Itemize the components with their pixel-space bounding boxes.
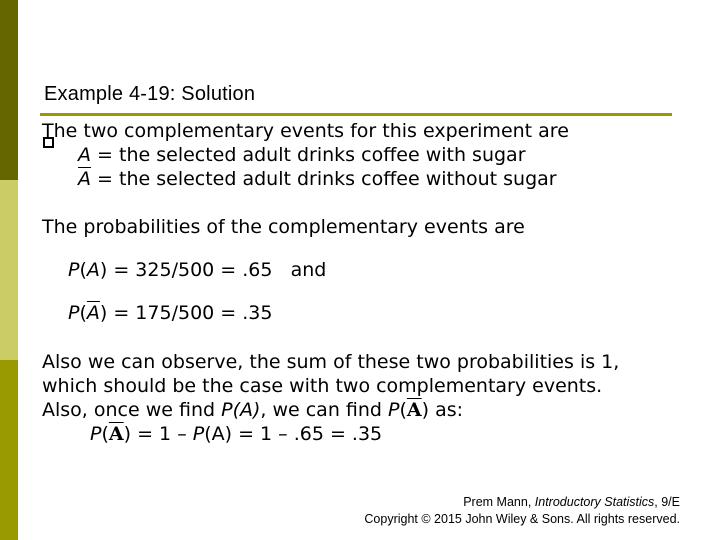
footer-copyright: Copyright © 2015 John Wiley & Sons. All rights reserved. — [364, 512, 680, 526]
event-a-bar-text: = the selected adult drinks coffee without sugar — [97, 168, 557, 190]
obs3-post: as: — [429, 399, 464, 421]
obs3-pa: P(A) — [221, 399, 261, 421]
footer-author: Prem Mann, — [463, 495, 535, 509]
title-underline — [40, 113, 672, 116]
obs4-symbol: $\overline{A}$ — [108, 423, 124, 445]
prob-a-symbol: A — [86, 259, 100, 281]
sidebar-stripe — [0, 0, 18, 540]
obs4-pa: P — [192, 423, 205, 445]
footer-citation — [364, 494, 680, 511]
footer-edition: , 9/E — [654, 495, 680, 509]
event-a-bar-line — [78, 168, 557, 190]
intro-text: The two complementary events for this experiment are — [42, 120, 569, 142]
observation-line-4 — [90, 423, 382, 445]
prob-a-bar-close: ) — [99, 302, 108, 324]
obs4-open: ( — [101, 423, 109, 445]
prob-a-line — [68, 259, 326, 281]
footer — [364, 494, 680, 528]
footer-book: Introductory Statistics — [534, 495, 655, 509]
slide-title: Example 4-19: Solution — [44, 83, 256, 105]
prob-a-bar-line — [68, 302, 272, 324]
observation-line-2: which should be the case with two complementary events. — [42, 375, 603, 397]
sidebar-segment-dark — [0, 0, 18, 180]
obs3-p: P — [388, 399, 400, 421]
obs3-pre: Also, once we find — [42, 399, 222, 421]
probabilities-heading: The probabilities of the complementary events are — [42, 216, 525, 238]
obs3-close: ) — [421, 399, 430, 421]
prob-a-open: ( — [79, 259, 87, 281]
prob-a-rest: = 325/500 = .65 and — [107, 259, 327, 281]
obs4-p: P — [90, 423, 102, 445]
obs4-rest: (A) = 1 – .65 = .35 — [204, 423, 383, 445]
prob-a-bar-rest: = 175/500 = .35 — [107, 302, 273, 324]
prob-a-bar-open: ( — [79, 302, 87, 324]
prob-a-close: ) — [99, 259, 108, 281]
event-a-symbol: A — [78, 144, 91, 166]
obs3-mid: , we can find — [260, 399, 389, 421]
obs4-mid: = 1 – — [131, 423, 193, 445]
prob-a-bar-p: P — [68, 302, 80, 324]
event-a-line — [78, 144, 526, 166]
event-a-bar-symbol: $\overline{A}$ — [78, 168, 91, 190]
obs4-close: ) — [123, 423, 132, 445]
obs3-symbol: $\overline{A}$ — [406, 399, 422, 421]
observation-line-3 — [42, 399, 463, 421]
obs3-open: ( — [399, 399, 407, 421]
event-a-text: = the selected adult drinks coffee with sugar — [97, 144, 526, 166]
prob-a-p: P — [68, 259, 80, 281]
observation-line-1: Also we can observe, the sum of these two probabilities is 1, — [42, 351, 620, 373]
sidebar-segment-mid — [0, 360, 18, 540]
prob-a-bar-symbol: $\overline{A}$ — [86, 302, 100, 324]
sidebar-segment-light — [0, 180, 18, 360]
